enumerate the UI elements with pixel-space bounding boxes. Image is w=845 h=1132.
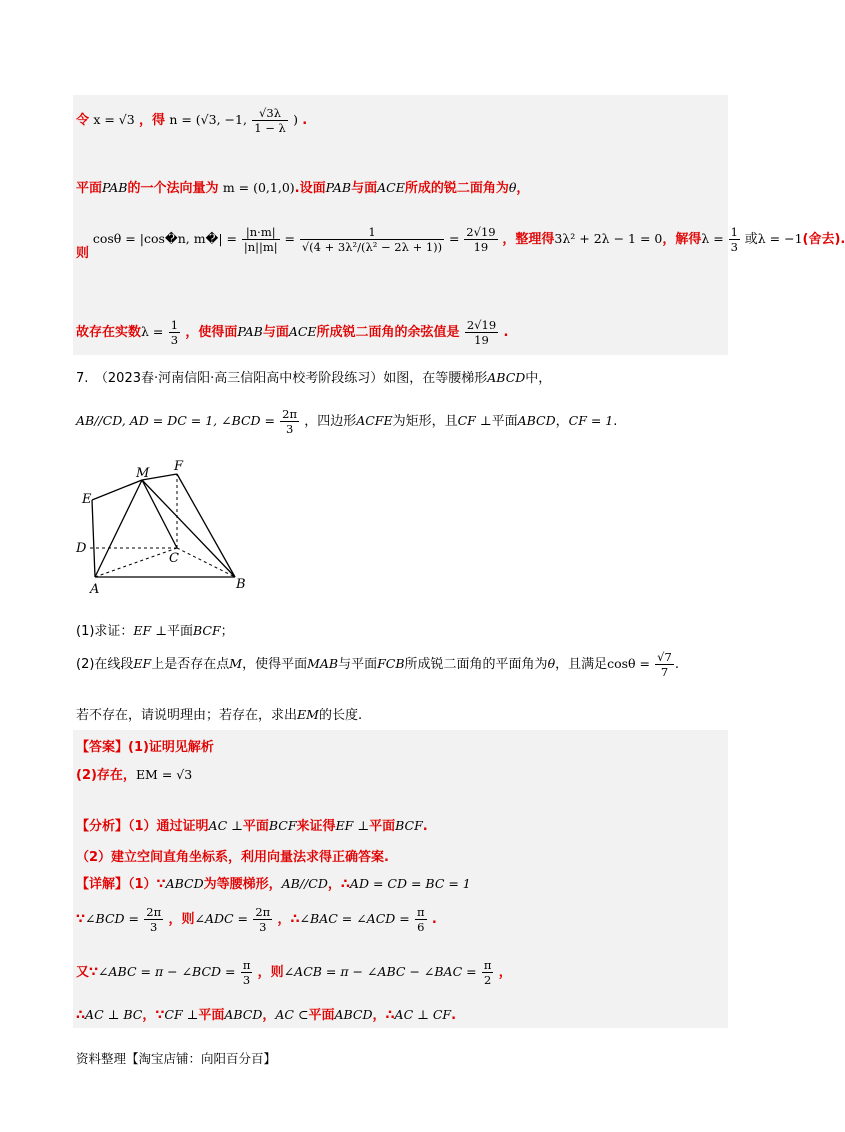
analysis-line-1: 【分析】（1）通过证明AC ⊥平面BCF来证得EF ⊥平面BCF. (76, 818, 428, 834)
footer-note: 资料整理【淘宝店铺：向阳百分百】 (76, 1051, 277, 1066)
sol-line-4: 故存在实数λ = $\frac{1}{3}$ ，使得面PAB与面ACE所成锐二面角的余弦值是 $\frac{2√19}{19}$ . (76, 318, 509, 347)
label-F: F (174, 459, 184, 474)
label-C: C (169, 551, 179, 566)
question-7-part-2-cont: 若不存在，请说明理由；若存在，求出EM的长度. (76, 707, 363, 723)
question-7-header: 7. （2023春·河南信阳·高三信阳高中校考阶段练习）如图，在等腰梯形ABCD中， (76, 370, 552, 386)
detail-line-4: ∴AC ⊥ BC，∵CF ⊥平面ABCD，AC ⊂平面ABCD，∴AC ⊥ CF. (76, 1007, 457, 1023)
label-A: A (90, 582, 100, 597)
label-D: D (76, 541, 87, 556)
geometry-figure (70, 455, 260, 600)
answer-line-2: (2)存在，EM = √3 (76, 767, 193, 783)
fraction: $\frac{√3\lambda}{1 - \lambda}$ (254, 106, 286, 135)
question-7-part-1: (1)求证：EF ⊥平面BCF； (76, 623, 234, 639)
analysis-line-2: （2）建立空间直角坐标系，利用向量法求得正确答案. (76, 850, 389, 865)
label-B: B (236, 577, 246, 592)
sol-line-1: 令 x = √3 ，得 n = (√3, −1, $\frac{√3\lambda}{1 - \lambda}$ ) . (76, 106, 308, 135)
detail-line-3: 又∵∠ABC = π − ∠BCD = $\frac{\pi}{3}$ ，则∠ACB = π − ∠ABC − ∠BAC = $\frac{\pi}{2}$ ， (76, 958, 512, 987)
question-7-part-2: (2)在线段EF上是否存在点M，使得平面MAB与平面FCB所成锐二面角的平面角为θ，且满足cosθ = $\frac{√7}{7}$ . (76, 650, 679, 679)
question-7-conditions: AB//CD, AD = DC = 1, ∠BCD = $\frac{2\pi}{3}$ ，四边形ACFE为矩形，且CF ⊥平面ABCD，CF = 1. (76, 407, 618, 436)
label-M: M (136, 466, 150, 481)
sol-line-2: 平面PAB的一个法向量为 m = (0,1,0).设面PAB与面ACE所成的锐二面角为θ， (76, 180, 530, 196)
detail-line-1: 【详解】（1）∵ABCD为等腰梯形，AB//CD，∴AD = CD = BC = 1 (76, 876, 471, 892)
detail-line-2: ∵∠BCD = $\frac{2\pi}{3}$ ，则∠ADC = $\frac{2\pi}{3}$ ，∴∠BAC = ∠ACD = $\frac{\pi}{6}$ . (76, 905, 437, 934)
sol-line-3: 则 cosθ = |cos�n, m�| = $\frac{|n\cdot m|}{|n||m|}$ = $\frac{1}{\text{√(4 + 3λ²/(λ² − 2λ + 1))}}$ = $\frac{2√19}{19}$ ，整理得3λ² + 2λ − 1 = 0，解得λ = $\frac{1}{3}$ 或λ = −1(舍去). (76, 225, 845, 261)
answer-line: 【答案】(1)证明见解析 (76, 740, 214, 755)
label-E: E (82, 492, 92, 507)
